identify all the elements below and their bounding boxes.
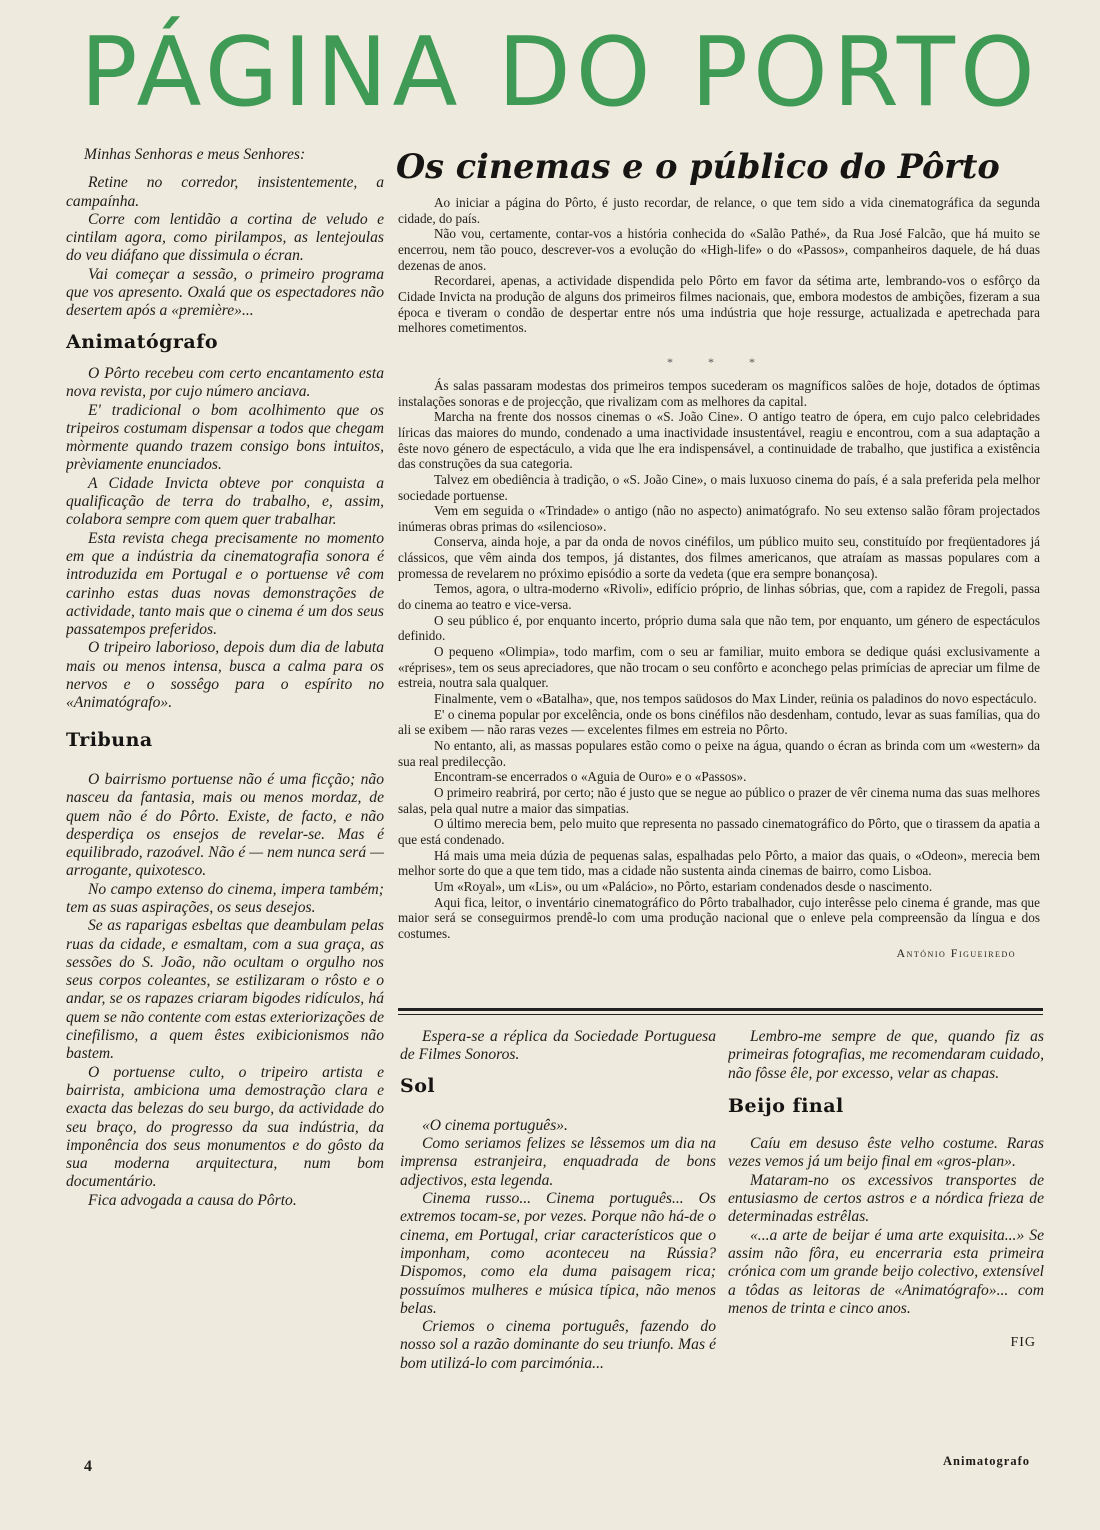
animatografo-paragraph: Esta revista chega precisamente no momento em que a indústria da cinematografia sonora é introduzida em Portugal e o portuense vê com carinho estas duas novas demonstrações de actividade, tanto mais que o cinema é um dos seus passatempos preferidos.: [66, 529, 384, 639]
section-heading-tribuna: Tribuna: [66, 728, 153, 751]
middle-column: [400, 1028, 716, 1458]
beijo-paragraph: Caíu em desuso êste velho costume. Raras vezes vemos já um beijo final em «gros-plan».: [728, 1135, 1044, 1171]
article-paragraph: O seu público é, por enquanto incerto, próprio duma sala que não tem, por enquanto, um género de espectáculos definido.: [398, 612, 1040, 644]
beijo-paragraph: «...a arte de beijar é uma arte exquisita...» Se assim não fôra, eu encerraria esta primeira crónica com um grande beijo colectivo, extensível a tôdas as leitoras de «Animatógrafo»... com menos de trinta e cinco anos.: [728, 1226, 1044, 1317]
section-heading-animatografo: Animatógrafo: [66, 330, 219, 353]
divider-thick: [398, 1008, 1043, 1011]
article-paragraph: O pequeno «Olimpia», todo marfim, com o seu ar familiar, muito embora se dedique quási exclusivamente a «réprises», tem os seus apreciadores, que não trocam o seu confôrto e aconchego pelas primícias de apreciar um filme de estreia, noutra sala qualquer.: [398, 644, 1040, 691]
tribuna-paragraph: No campo extenso do cinema, impera também; tem as suas aspirações, os seus desejos.: [66, 880, 384, 916]
article-paragraph: Ás salas passaram modestas dos primeiros tempos sucederam os magníficos salões de hoje, dotados de óptimas instalações sonoras e de projecção, que rivalizam com as melhores da capital.: [398, 377, 1040, 409]
sol-paragraph: Criemos o cinema português, fazendo do nosso sol a razão dominante do seu triunfo. Mas é bom utilizá-lo com parcimónia...: [400, 1318, 716, 1372]
page-number: 4: [84, 1458, 92, 1475]
publication-footer: Animatografo: [943, 1454, 1030, 1468]
intro-paragraph: Corre com lentidão a cortina de veludo e cintilam agora, como pirilampos, as lentejoulas do veu diáfano que dissimula o écran.: [66, 210, 384, 265]
article-paragraph: Há mais uma meia dúzia de pequenas salas, espalhadas pelo Pôrto, a maior das quais, o «Odeon», merecia bem melhor sorte do que a que tem tido, mas a cidade não sustenta ainda cinemas de bairro, como Lisboa.: [398, 847, 1040, 879]
divider-thin: [398, 1014, 1043, 1015]
article-paragraph: Não vou, certamente, contar-vos a história conhecida do «Salão Pathé», da Rua José Falcão, que há muito se encerrou, nem tão pouco, descrever-vos a evolução do «High-life» o do «Passos», companheiros daquele, de há duas dezenas de anos.: [398, 226, 1040, 273]
article-paragraph: Vem em seguida o «Trindade» o antigo (não no aspecto) animatógrafo. No seu extenso salão fôram projectados inúmeras obras primas do «silencioso».: [398, 503, 1040, 534]
article-paragraph: Temos, agora, o ultra-moderno «Rivoli», edifício próprio, de linhas sóbrias, que, com a rapidez de Fregoli, passa do cinema ao teatro e vice-versa.: [398, 581, 1040, 613]
section-heading-sol: Sol: [400, 1074, 436, 1097]
article-paragraph: E' o cinema popular por excelência, onde os bons cinéfilos não desdenham, contudo, levar as suas famílias, qua do ali se exibem — não raras vezes — excelentes filmes em estreia no Pôrto.: [398, 706, 1040, 738]
tribuna-paragraph: O portuense culto, o tripeiro artista e bairrista, ambiciona uma demostração clara e exacta das belezas do seu burgo, da actividade do seu braço, do progresso da sua indústria, da imponência dos seus monumentos e do gôsto da sua moderna arquitectura, num bom documentário.: [66, 1063, 384, 1191]
article-paragraph: Recordarei, apenas, a actividade dispendida pelo Pôrto em favor da sétima arte, lembrando-vos o esfôrço da Cidade Invicta na produção de alguns dos primeiros filmes nacionais, que, embora modestos de ambições, fizeram a sua época e tiveram o condão de despertar entre nós uma indústria que hoje ressurge, actualizada e apetrechada para melhores cometimentos.: [398, 273, 1040, 336]
tribuna-paragraph: Fica advogada a causa do Pôrto.: [88, 1191, 297, 1209]
article-paragraph: Ao iniciar a página do Pôrto, é justo recordar, de relance, o que tem sido a vida cinematográfica da segunda cidade, do país.: [398, 195, 1040, 226]
article-paragraph: Aqui fica, leitor, o inventário cinematográfico do Pôrto trabalhador, cujo interêsse pelo cinema é grande, mas que maior será se conseguirmos prendê-lo com uma produção nacional que o enleve pela compreensão da língua e dos costumes.: [398, 894, 1040, 941]
article-paragraph: Talvez em obediência à tradição, o «S. João Cine», o mais luxuoso cinema do país, é a sala preferida pela melhor sociedade portuense.: [398, 471, 1040, 503]
article-paragraph: Um «Royal», um «Lis», ou um «Palácio», no Pôrto, estariam condenados desde o nascimento.: [434, 878, 933, 894]
article-headline: Os cinemas e o público do Pôrto: [396, 147, 1000, 186]
greeting: Minhas Senhoras e meus Senhores:: [84, 146, 306, 163]
tribuna-paragraph: Se as raparigas esbeltas que deambulam pelas ruas da cidade, e esmaltam, com a sua graça, as sessões do S. João, não ocultam o orgulho nos seus corpos coleantes, se estilizaram o rôsto e o andar, se os rapazes criaram bigodes ridículos, há quem se não contente com estas exteriorizações de cinefilismo, a quem êstes exibicionismos não bastem.: [66, 917, 384, 1063]
section-heading-beijo-final: Beijo final: [728, 1094, 844, 1117]
article-paragraph: Encontram-se encerrados o «Aguia de Ouro» e o «Passos».: [434, 769, 747, 785]
left-column: [66, 146, 384, 1446]
article-paragraph: O primeiro reabrirá, por certo; não é justo que se negue ao público o prazer de vêr cinema numa das suas melhores salas, pela qual nutre a maior das simpatias.: [398, 784, 1040, 816]
article-author: António Figueiredo: [896, 945, 1016, 960]
beijo-paragraph: Mataram-no os excessivos transportes de entusiasmo de certos astros e a nórdica frieza de determinadas estrêlas.: [728, 1171, 1044, 1226]
section-separator: * * *: [667, 354, 771, 369]
right-column: [728, 1028, 1044, 1458]
column-signature: FIG: [1010, 1335, 1036, 1351]
masthead: PÁGINA DO PORTO: [80, 18, 1040, 128]
sol-paragraph: «O cinema português».: [422, 1116, 568, 1134]
main-article: [398, 195, 1040, 1003]
intro-paragraph: Vai começar a sessão, o primeiro programa que vos apresento. Oxalá que os espectadores não desertem após a «première»...: [66, 265, 384, 320]
animatografo-paragraph: O Pôrto recebeu com certo encantamento esta nova revista, por cujo número anciava.: [66, 364, 384, 401]
sol-paragraph: Cinema russo... Cinema português... Os extremos tocam-se, por vezes. Porque não há-de o cinema, em Portugal, criar característicos que o imponham, como aconteceu na Rússia? Dispomos, como ela duma paisagem rica; possuímos mulheres e música típica, não menos belas.: [400, 1190, 716, 1317]
tribuna-paragraph: O bairrismo portuense não é uma ficção; não nasceu da fantasia, mais ou menos mordaz, de quem não é do Pôrto. Existe, de facto, e não desperdiça os ensejos de revelar-se. Mas é equilibrado, razoável. Não é — nem nunca será — arrogante, quixotesco.: [66, 770, 384, 880]
sol-paragraph: Como seriamos felizes se lêssemos um dia na imprensa estranjeira, enquadrada de bons adjectivos, esta legenda.: [400, 1135, 716, 1189]
animatografo-paragraph: A Cidade Invicta obteve por conquista a qualificação de terra do trabalho, e, assim, colabora sempre com quem quer trabalhar.: [66, 474, 384, 529]
animatografo-paragraph: E' tradicional o bom acolhimento que os tripeiros costumam dispensar a todos que chegam mòrmente quando trazem consigo bons intuitos, prèviamente enunciados.: [66, 401, 384, 474]
article-paragraph: Conserva, ainda hoje, a par da onda de novos cinéfilos, um público muito seu, constituído por freqüentadores já clássicos, que vêm ainda dos tempos, já distantes, dos filmes americanos, que atraíam as massas populares com a promessa de revelarem no próximo episódio a sorte da vedeta (que era sempre bonançosa).: [398, 534, 1040, 581]
middle-intro: Espera-se a réplica da Sociedade Portuguesa de Filmes Sonoros.: [400, 1028, 716, 1064]
animatografo-paragraph: O tripeiro laborioso, depois dum dia de labuta mais ou menos intensa, busca a calma para os nervos e o sossêgo para o espírito no «Animatógrafo».: [66, 639, 384, 712]
right-intro: Lembro-me sempre de que, quando fiz as primeiras fotografias, me recomendaram cuidado, não fôsse êle, por excesso, velar as chapas.: [728, 1028, 1044, 1082]
intro-paragraph: Retine no corredor, insistentemente, a campaínha.: [66, 174, 384, 210]
article-paragraph: Finalmente, vem o «Batalha», que, nos tempos saüdosos do Max Linder, reünia os paladinos do novo espectáculo.: [434, 691, 1037, 707]
article-paragraph: O último merecia bem, pelo muito que representa no passado cinematográfico do Pôrto, que o tirassem da apatia a que está condenado.: [398, 816, 1040, 847]
article-paragraph: Marcha na frente dos nossos cinemas o «S. João Cine». O antigo teatro de ópera, em cujo palco celebridades líricas das maiores do mundo, condenado a uma inactividade insustentável, reagiu e encontrou, com a sua adaptação a êste novo género de espectáculo, a vida que lhe era indispensável, a continuidade de trabalho, que justifica a existência das construções da sua categoria.: [398, 409, 1040, 472]
article-paragraph: No entanto, ali, as massas populares estão como o peixe na água, quando o écran as brinda com um «western» da sua real predilecção.: [398, 738, 1040, 769]
